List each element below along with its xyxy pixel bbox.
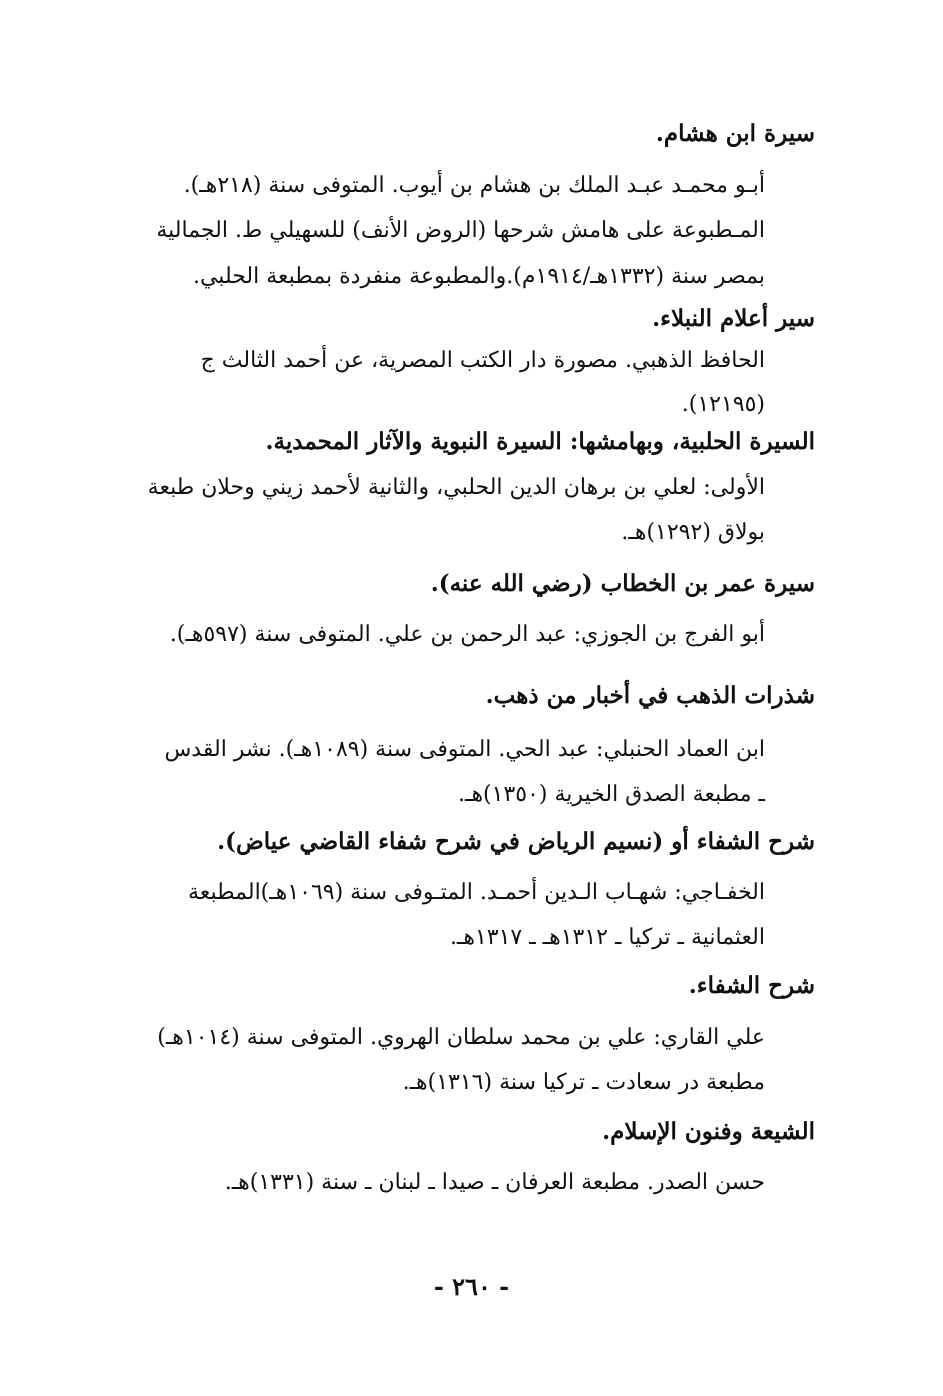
entry-title: شرح الشفاء أو (نسيم الرياض في شرح شفاء القاضي عياض). [217,828,815,855]
entry-title: شرح الشفاء. [688,972,815,999]
entry-line: بولاق (١٢٩٢)هـ. [621,520,765,545]
entry-line: علي القاري: علي بن محمد سلطان الهروي. المتوفى سنة (١٠١٤هـ) [157,1025,765,1050]
entry-line: المـطبوعة على هامش شرحها (الروض الأنف) للسهيلي ط. الجمالية [156,218,765,243]
entry-line: أبو الفرج بن الجوزي: عبد الرحمن بن علي. المتوفى سنة (٥٩٧هـ). [169,622,765,647]
entry-line: (١٢١٩٥). [681,392,765,417]
entry-line: الخفـاجي: شهـاب الـدين أحمـد. المتـوفى سنة (١٠٦٩هـ)المطبعة [188,880,765,905]
entry-title: شذرات الذهب في أخبار من ذهب. [485,682,815,709]
entry-line: ـ مطبعة الصدق الخيرية (١٣٥٠)هـ. [458,782,765,807]
entry-line: حسن الصدر. مطبعة العرفان ـ صيدا ـ لبنان ـ سنة (١٣٣١)هـ. [224,1170,765,1195]
entry-line: ابن العماد الحنبلي: عبد الحي. المتوفى سنة (١٠٨٩هـ). نشر القدس [164,737,765,762]
entry-line: أبـو محمـد عبـد الملك بن هشام بن أيوب. المتوفى سنة (٢١٨هـ). [183,173,765,198]
entry-line: الأولى: لعلي بن برهان الدين الحلبي، والثانية لأحمد زيني وحلان طبعة [147,475,765,500]
entry-title: السيرة الحلبية، وبهامشها: السيرة النبوية والآثار المحمدية. [265,428,815,455]
entry-line: الحافظ الذهبي. مصورة دار الكتب المصرية، عن أحمد الثالث ج [200,348,765,373]
entry-line: العثمانية ـ تركيا ـ ١٣١٢هـ ـ ١٣١٧هـ. [449,925,765,950]
entry-line: مطبعة در سعادت ـ تركيا سنة (١٣١٦)هـ. [402,1070,765,1095]
page-number: - ٢٦٠ - [433,1272,510,1301]
entry-title: سيرة عمر بن الخطاب (رضي الله عنه). [430,570,815,597]
entry-title: سيرة ابن هشام. [655,120,815,147]
entry-title: سير أعلام النبلاء. [652,305,815,332]
entry-line: بمصر سنة (١٣٣٢هـ/١٩١٤م).والمطبوعة منفردة بمطبعة الحلبي. [192,264,765,289]
entry-title: الشيعة وفنون الإسلام. [602,1118,815,1145]
